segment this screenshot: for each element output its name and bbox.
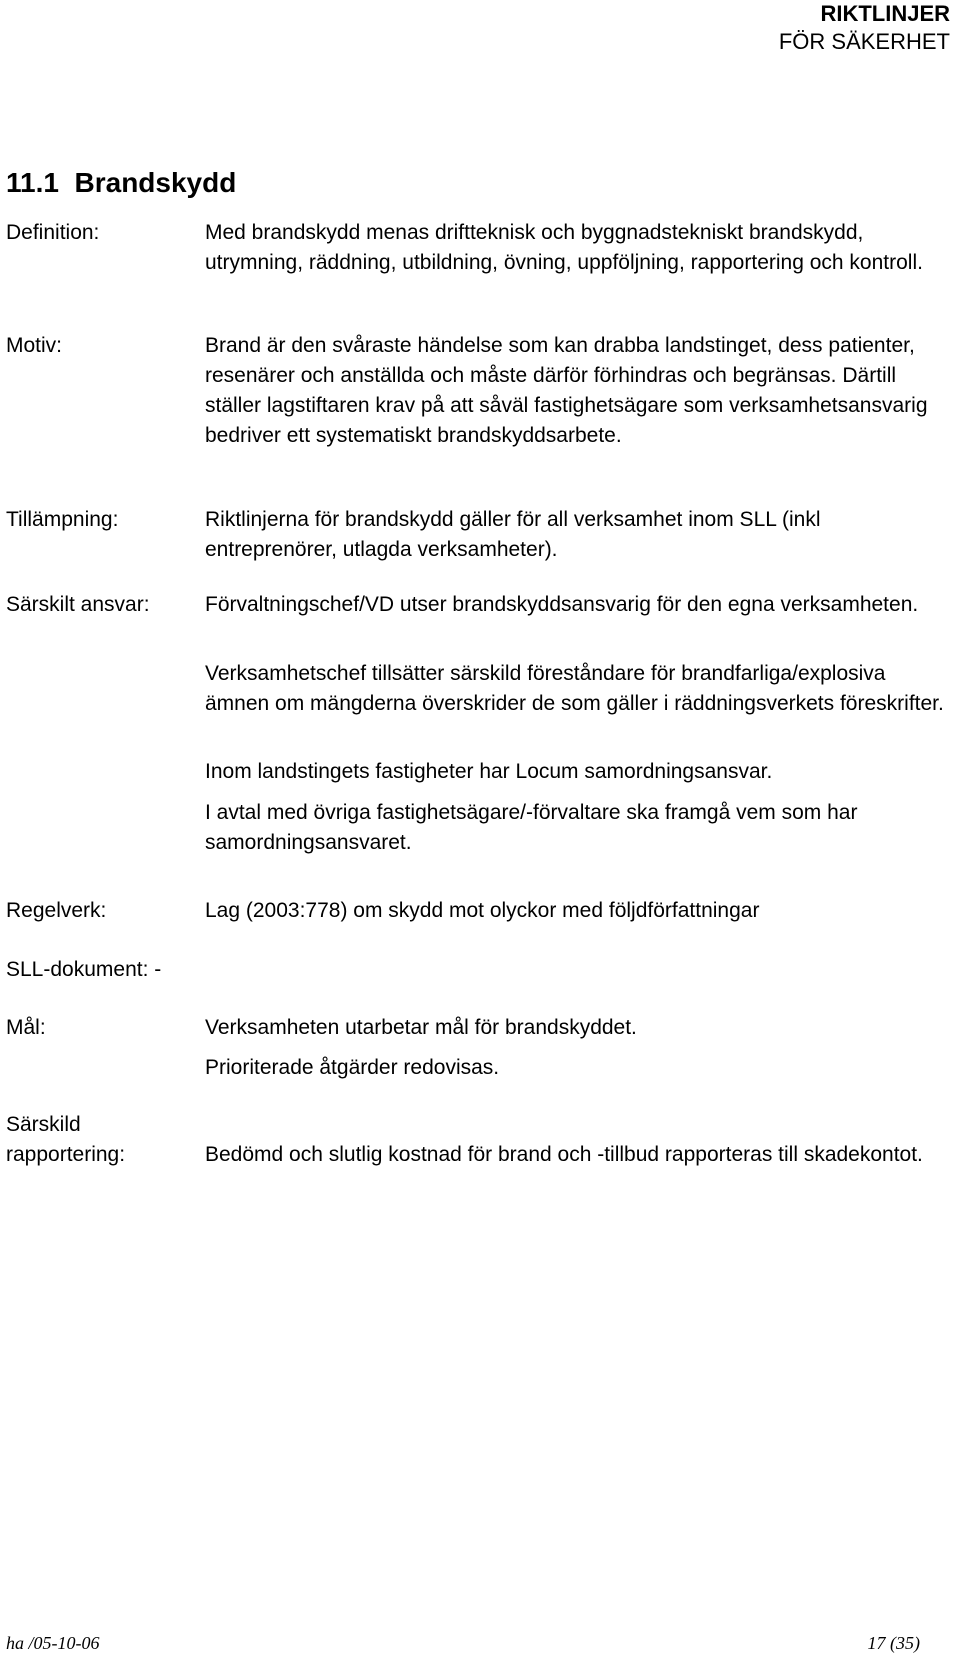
sarskild-rapportering-label-line1: Särskild: [6, 1113, 81, 1136]
regelverk-text: Lag (2003:778) om skydd mot olyckor med följdförfattningar: [205, 899, 760, 922]
section-number: 11.1: [6, 167, 59, 198]
motiv-text: Brand är den svåraste händelse som kan drabba landstinget, dess patienter, resenärer och anställda och måste därför förhindras och begränsas. Därtill ställer lagstiftaren krav på att såväl fastighetsägare som verksamhetsansvarig bedriver ett systematiskt brandskyddsarbete.: [205, 334, 928, 447]
regelverk-label: Regelverk:: [6, 899, 107, 922]
sarskilt-ansvar-text-3: Inom landstingets fastigheter har Locum samordningsansvar.: [205, 760, 773, 783]
header-subtitle: FÖR SÄKERHET: [778, 29, 950, 54]
tillampning-label: Tillämpning:: [6, 508, 119, 531]
sarskilt-ansvar-label: Särskilt ansvar:: [6, 593, 150, 616]
sarskilt-ansvar-text-1: Förvaltningschef/VD utser brandskyddsansvarig för den egna verksamheten.: [205, 593, 919, 616]
footer-date: ha /05-10-06: [6, 1633, 100, 1653]
header-title: RIKTLINJER: [820, 1, 950, 26]
motiv-label: Motiv:: [6, 334, 63, 357]
definition-text: Med brandskydd menas driftteknisk och byggnadstekniskt brandskydd, utrymning, räddning, utbildning, övning, uppföljning, rapportering och kontroll.: [205, 221, 923, 274]
sarskild-rapportering-label: [6, 1110, 125, 1170]
mal-label: Mål:: [6, 1016, 46, 1039]
sll-dokument-label-text: SLL-dokument:: [6, 958, 149, 981]
footer-page-number: 17 (35): [867, 1633, 920, 1653]
sarskild-rapportering-label-line2: rapportering:: [6, 1143, 126, 1166]
sarskild-rapportering-text: Bedömd och slutlig kostnad för brand och -tillbud rapporteras till skadekontot.: [205, 1143, 923, 1166]
sll-dokument-value: -: [154, 958, 162, 981]
sarskilt-ansvar-text-4: I avtal med övriga fastighetsägare/-förvaltare ska framgå vem som har samordningsansvaret.: [205, 801, 858, 854]
section-heading: [6, 166, 236, 200]
sll-dokument-label: [6, 955, 161, 985]
tillampning-text: Riktlinjerna för brandskydd gäller för all verksamhet inom SLL (inkl entreprenörer, utlagda verksamheter).: [205, 508, 821, 561]
section-title: Brandskydd: [74, 167, 237, 198]
sarskilt-ansvar-text-2: Verksamhetschef tillsätter särskild föreståndare för brandfarliga/explosiva ämnen om mängderna överskrider de som gäller i räddningsverkets föreskrifter.: [205, 662, 944, 715]
definition-label: Definition:: [6, 221, 100, 244]
document-header: [779, 0, 950, 56]
mal-text-1: Verksamheten utarbetar mål för brandskyddet.: [205, 1016, 637, 1039]
mal-text-2: Prioriterade åtgärder redovisas.: [205, 1056, 500, 1079]
